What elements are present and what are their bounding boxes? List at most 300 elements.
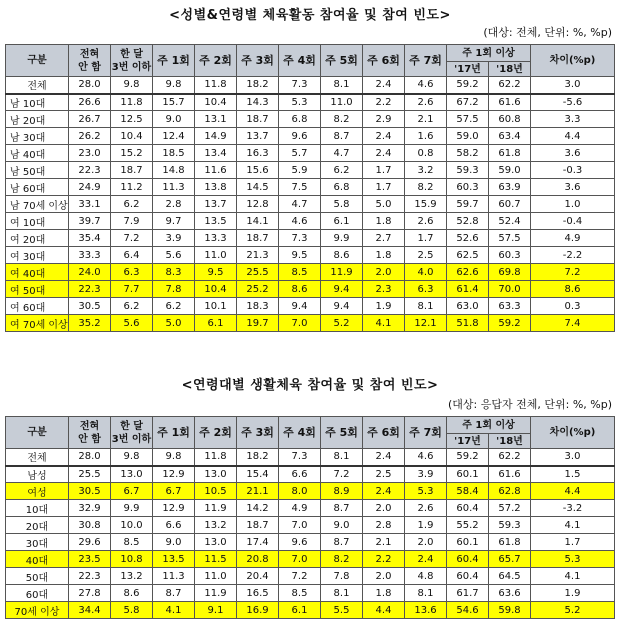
table-cell: 1.8 [363, 585, 405, 602]
table2-title: <연령대별 생활체육 참여율 및 참여 빈도> [181, 378, 439, 393]
table-cell: 11.8 [195, 77, 237, 94]
table-cell: 2.1 [405, 111, 447, 128]
header-weekly-plus: 주 1회 이상 [447, 45, 531, 62]
table-cell: 5.8 [111, 602, 153, 619]
table-cell: 8.0 [279, 483, 321, 500]
table-cell: 2.2 [363, 94, 405, 111]
table-cell: 13.3 [195, 230, 237, 247]
table-cell: 11.2 [111, 179, 153, 196]
header-week-5: 주 5회 [321, 45, 363, 77]
table-cell: 1.9 [363, 298, 405, 315]
table-cell: 9.5 [195, 264, 237, 281]
table-cell: 0.8 [405, 145, 447, 162]
row-label: 전체 [6, 449, 69, 466]
table-row [6, 298, 615, 315]
table-cell: 4.4 [531, 128, 615, 145]
table-cell: 14.9 [195, 128, 237, 145]
table-cell: 60.4 [447, 568, 489, 585]
table-row [6, 466, 615, 483]
header-group: 구분 [6, 417, 69, 449]
table-cell: 14.1 [237, 213, 279, 230]
table-cell: 4.8 [405, 568, 447, 585]
table-cell: -2.2 [531, 247, 615, 264]
table-cell: 4.0 [405, 264, 447, 281]
header-week-2: 주 2회 [195, 45, 237, 77]
table-cell: 10.5 [195, 483, 237, 500]
table-cell: 2.4 [363, 77, 405, 94]
table-cell: 9.0 [321, 517, 363, 534]
table-cell: 4.1 [153, 602, 195, 619]
table-row [6, 483, 615, 500]
table-cell: 12.1 [405, 315, 447, 332]
table-cell: 5.3 [279, 94, 321, 111]
table-cell: 60.1 [447, 466, 489, 483]
table-row [6, 247, 615, 264]
table-cell: 28.0 [69, 449, 111, 466]
table-cell: 11.9 [321, 264, 363, 281]
table-cell: 9.1 [195, 602, 237, 619]
table-cell: 30.8 [69, 517, 111, 534]
table-cell: 26.6 [69, 94, 111, 111]
table-cell: 8.6 [531, 281, 615, 298]
table-cell: 10.4 [111, 128, 153, 145]
table-cell: 6.8 [321, 179, 363, 196]
table-cell: 5.6 [111, 315, 153, 332]
table-cell: 4.1 [531, 568, 615, 585]
table-cell: 61.4 [447, 281, 489, 298]
table-cell: 8.1 [321, 77, 363, 94]
table-cell: 18.3 [237, 298, 279, 315]
header-year-18: '18년 [489, 62, 531, 77]
table-row [6, 111, 615, 128]
table-cell: 59.2 [447, 449, 489, 466]
table-cell: 7.0 [279, 517, 321, 534]
table-cell: 13.2 [195, 517, 237, 534]
table-cell: 10.4 [195, 94, 237, 111]
header-month-3: 한 달 3번 이하 [111, 45, 153, 77]
table-cell: 2.7 [363, 230, 405, 247]
table-cell: 6.7 [153, 483, 195, 500]
table-cell: 1.9 [405, 517, 447, 534]
table-cell: 8.1 [405, 585, 447, 602]
table-row [6, 77, 615, 94]
table-cell: 70.0 [489, 281, 531, 298]
table-cell: 2.5 [405, 247, 447, 264]
table-cell: 13.0 [111, 466, 153, 483]
table-cell: 13.5 [195, 213, 237, 230]
table-cell: 11.0 [321, 94, 363, 111]
table-cell: 10.1 [195, 298, 237, 315]
header-year-17: '17년 [447, 62, 489, 77]
table-cell: 8.7 [321, 128, 363, 145]
table-cell: 9.9 [111, 500, 153, 517]
row-label: 남 30대 [6, 128, 69, 145]
table-cell: 6.6 [153, 517, 195, 534]
table-cell: 5.9 [279, 162, 321, 179]
table-cell: 18.2 [237, 77, 279, 94]
table-cell: 22.3 [69, 162, 111, 179]
table-cell: 4.1 [363, 315, 405, 332]
table-cell: 59.3 [447, 162, 489, 179]
row-label: 여 10대 [6, 213, 69, 230]
table-cell: 20.8 [237, 551, 279, 568]
row-label: 여 40대 [6, 264, 69, 281]
table-cell: 61.6 [489, 466, 531, 483]
table-cell: 22.3 [69, 281, 111, 298]
header-diff: 차이(%p) [531, 417, 615, 449]
table-cell: 7.8 [321, 568, 363, 585]
table-cell: 8.1 [405, 298, 447, 315]
table-cell: 57.5 [489, 230, 531, 247]
table-row [6, 568, 615, 585]
table-cell: 4.4 [363, 602, 405, 619]
table-cell: 33.1 [69, 196, 111, 213]
table1-note: (대상: 전체, 단위: %, %p) [483, 26, 612, 39]
header-none: 전혀 안 함 [69, 45, 111, 77]
table-cell: 24.0 [69, 264, 111, 281]
table-cell: 15.7 [153, 94, 195, 111]
row-label: 10대 [6, 500, 69, 517]
table-cell: 62.5 [447, 247, 489, 264]
table-cell: 4.7 [279, 196, 321, 213]
table-cell: 62.6 [447, 264, 489, 281]
table-cell: 52.6 [447, 230, 489, 247]
table-cell: 13.5 [153, 551, 195, 568]
table-cell: 8.7 [321, 500, 363, 517]
table-cell: 65.7 [489, 551, 531, 568]
table-cell: 2.6 [405, 94, 447, 111]
header-week-6: 주 6회 [363, 417, 405, 449]
table-cell: 57.5 [447, 111, 489, 128]
table-cell: 8.7 [153, 585, 195, 602]
table-row [6, 213, 615, 230]
table-cell: 39.7 [69, 213, 111, 230]
header-diff: 차이(%p) [531, 45, 615, 77]
table-cell: 6.2 [153, 298, 195, 315]
table-cell: 2.0 [363, 500, 405, 517]
table-cell: 10.4 [195, 281, 237, 298]
table-cell: 21.1 [237, 483, 279, 500]
table-cell: 2.4 [363, 128, 405, 145]
header-weekly-plus: 주 1회 이상 [447, 417, 531, 434]
table-cell: 12.9 [153, 466, 195, 483]
row-label: 남 60대 [6, 179, 69, 196]
header-week-1: 주 1회 [153, 45, 195, 77]
table-cell: 18.7 [111, 162, 153, 179]
row-label: 여 70세 이상 [6, 315, 69, 332]
table-cell: 5.7 [279, 145, 321, 162]
table-cell: 60.3 [447, 179, 489, 196]
table-cell: 11.9 [195, 500, 237, 517]
table-row [6, 315, 615, 332]
header-week-5: 주 5회 [321, 417, 363, 449]
table-cell: 7.0 [279, 551, 321, 568]
table-cell: 3.2 [405, 162, 447, 179]
table-cell: 13.1 [195, 111, 237, 128]
table-cell: 13.8 [195, 179, 237, 196]
table-cell: 30.5 [69, 483, 111, 500]
table-cell: 18.5 [153, 145, 195, 162]
table-cell: 60.7 [489, 196, 531, 213]
row-label: 남 20대 [6, 111, 69, 128]
table-row [6, 145, 615, 162]
table-cell: 24.9 [69, 179, 111, 196]
table-cell: 63.3 [489, 298, 531, 315]
table-cell: 6.8 [279, 111, 321, 128]
header-week-4: 주 4회 [279, 45, 321, 77]
table-cell: 8.5 [279, 264, 321, 281]
header-group: 구분 [6, 45, 69, 77]
table-cell: 27.8 [69, 585, 111, 602]
table-cell: 58.2 [447, 145, 489, 162]
table-cell: 59.3 [489, 517, 531, 534]
header-year-17: '17년 [447, 434, 489, 449]
table-cell: 15.6 [237, 162, 279, 179]
table-cell: 13.7 [237, 128, 279, 145]
table-cell: 62.8 [489, 483, 531, 500]
table-cell: 52.4 [489, 213, 531, 230]
row-label: 남 40대 [6, 145, 69, 162]
row-label: 여 50대 [6, 281, 69, 298]
table-cell: 61.8 [489, 534, 531, 551]
table-cell: 9.8 [111, 449, 153, 466]
table-row [6, 602, 615, 619]
table-cell: 1.9 [531, 585, 615, 602]
table-cell: 26.7 [69, 111, 111, 128]
table-cell: 60.4 [447, 500, 489, 517]
table-cell: 7.2 [321, 466, 363, 483]
table-row [6, 500, 615, 517]
table-cell: 17.4 [237, 534, 279, 551]
table-cell: 2.4 [363, 483, 405, 500]
row-label: 남 70세 이상 [6, 196, 69, 213]
table-cell: 1.0 [531, 196, 615, 213]
table-cell: 7.3 [279, 230, 321, 247]
table-cell: 4.6 [405, 449, 447, 466]
table-cell: 59.2 [489, 315, 531, 332]
header-week-7: 주 7회 [405, 45, 447, 77]
table-cell: 8.2 [321, 551, 363, 568]
table-cell: 2.8 [153, 196, 195, 213]
table-cell: 62.2 [489, 77, 531, 94]
table-cell: 35.2 [69, 315, 111, 332]
table-cell: 61.7 [447, 585, 489, 602]
table-cell: 11.3 [153, 568, 195, 585]
table-cell: 9.0 [153, 111, 195, 128]
table-cell: 5.6 [153, 247, 195, 264]
table-cell: 6.3 [405, 281, 447, 298]
table-cell: 7.3 [279, 77, 321, 94]
table2-participation-by-age [5, 416, 615, 619]
table-row [6, 517, 615, 534]
row-label: 여 60대 [6, 298, 69, 315]
table-cell: 69.8 [489, 264, 531, 281]
table-cell: 13.6 [405, 602, 447, 619]
table-cell: 8.2 [321, 111, 363, 128]
table-cell: 8.7 [321, 534, 363, 551]
table-cell: 9.9 [321, 230, 363, 247]
table-cell: 11.5 [195, 551, 237, 568]
table-cell: 9.5 [279, 247, 321, 264]
row-label: 여성 [6, 483, 69, 500]
table-cell: 59.8 [489, 602, 531, 619]
table-cell: 9.4 [321, 281, 363, 298]
table-cell: 6.2 [111, 298, 153, 315]
table-cell: 15.2 [111, 145, 153, 162]
table-cell: 23.0 [69, 145, 111, 162]
table-cell: 8.9 [321, 483, 363, 500]
table-cell: 4.7 [321, 145, 363, 162]
table-cell: 2.6 [405, 213, 447, 230]
table-row [6, 534, 615, 551]
table-cell: 0.3 [531, 298, 615, 315]
table-cell: 16.9 [237, 602, 279, 619]
table-cell: 16.5 [237, 585, 279, 602]
header-week-6: 주 6회 [363, 45, 405, 77]
table-cell: 28.0 [69, 77, 111, 94]
table-cell: 8.5 [111, 534, 153, 551]
table-cell: 60.8 [489, 111, 531, 128]
table-cell: 4.4 [531, 483, 615, 500]
table-cell: 6.4 [111, 247, 153, 264]
table-cell: 6.3 [111, 264, 153, 281]
table-cell: 22.3 [69, 568, 111, 585]
table-cell: 25.5 [69, 466, 111, 483]
table-cell: 3.6 [531, 179, 615, 196]
table-cell: 2.0 [363, 568, 405, 585]
table-cell: 9.8 [153, 77, 195, 94]
table-cell: 33.3 [69, 247, 111, 264]
table-cell: 55.2 [447, 517, 489, 534]
table-cell: 11.3 [153, 179, 195, 196]
table-row [6, 449, 615, 466]
header-week-3: 주 3회 [237, 417, 279, 449]
table-cell: 4.6 [279, 213, 321, 230]
table-cell: 20.4 [237, 568, 279, 585]
table-cell: 8.1 [321, 585, 363, 602]
table-cell: 6.1 [279, 602, 321, 619]
table-cell: 13.7 [195, 196, 237, 213]
table-cell: 19.7 [237, 315, 279, 332]
table-cell: 4.1 [531, 517, 615, 534]
table-cell: 2.0 [363, 264, 405, 281]
table-cell: 7.3 [279, 449, 321, 466]
table-row [6, 196, 615, 213]
table-cell: 7.9 [111, 213, 153, 230]
table-cell: 1.7 [363, 162, 405, 179]
table-cell: 5.0 [363, 196, 405, 213]
table2-note: (대상: 응답자 전체, 단위: %, %p) [448, 398, 612, 411]
table-cell: 6.2 [111, 196, 153, 213]
header-none: 전혀 안 함 [69, 417, 111, 449]
table-cell: 2.3 [363, 281, 405, 298]
table-cell: 29.6 [69, 534, 111, 551]
table-cell: 13.0 [195, 466, 237, 483]
table-cell: 9.4 [321, 298, 363, 315]
table-cell: 7.2 [531, 264, 615, 281]
table-cell: 14.8 [153, 162, 195, 179]
table-cell: 8.2 [405, 179, 447, 196]
table-cell: 5.2 [321, 315, 363, 332]
table-cell: 10.8 [111, 551, 153, 568]
table-cell: 14.5 [237, 179, 279, 196]
table-cell: 5.5 [321, 602, 363, 619]
row-label: 70세 이상 [6, 602, 69, 619]
table-cell: 7.8 [153, 281, 195, 298]
row-label: 남 50대 [6, 162, 69, 179]
header-week-7: 주 7회 [405, 417, 447, 449]
table-cell: 6.2 [321, 162, 363, 179]
table-cell: 59.0 [447, 128, 489, 145]
table-cell: 13.0 [195, 534, 237, 551]
table-cell: 1.7 [363, 179, 405, 196]
table-cell: 12.4 [153, 128, 195, 145]
table-cell: 3.9 [405, 466, 447, 483]
table-cell: 30.5 [69, 298, 111, 315]
table-cell: 64.5 [489, 568, 531, 585]
table-cell: 63.4 [489, 128, 531, 145]
table-cell: 7.0 [279, 315, 321, 332]
table-cell: 15.9 [405, 196, 447, 213]
table-cell: 63.0 [447, 298, 489, 315]
table-cell: 67.2 [447, 94, 489, 111]
row-label: 전체 [6, 77, 69, 94]
table-row [6, 179, 615, 196]
table-cell: 25.5 [237, 264, 279, 281]
table-cell: 2.2 [363, 551, 405, 568]
table-cell: 13.4 [195, 145, 237, 162]
row-label: 20대 [6, 517, 69, 534]
table-cell: 57.2 [489, 500, 531, 517]
table-cell: 9.7 [153, 213, 195, 230]
table-cell: 51.8 [447, 315, 489, 332]
table-cell: 14.3 [237, 94, 279, 111]
table-cell: 6.1 [195, 315, 237, 332]
table1-participation-by-gender-age [5, 44, 615, 332]
table-cell: 16.3 [237, 145, 279, 162]
table-cell: 8.1 [321, 449, 363, 466]
table-cell: 1.5 [531, 466, 615, 483]
table-cell: 7.4 [531, 315, 615, 332]
table-cell: 9.0 [153, 534, 195, 551]
table-cell: 2.4 [363, 145, 405, 162]
table-cell: 9.6 [279, 128, 321, 145]
table-cell: 52.8 [447, 213, 489, 230]
table-cell: 32.9 [69, 500, 111, 517]
table-cell: 18.7 [237, 230, 279, 247]
row-label: 여 30대 [6, 247, 69, 264]
table-cell: 5.8 [321, 196, 363, 213]
table-cell: 7.7 [111, 281, 153, 298]
table-cell: 5.0 [153, 315, 195, 332]
table-cell: 2.9 [363, 111, 405, 128]
table-cell: 59.2 [447, 77, 489, 94]
table-cell: 2.4 [405, 551, 447, 568]
table-cell: 1.8 [363, 247, 405, 264]
table-cell: 9.8 [111, 77, 153, 94]
table-cell: 13.2 [111, 568, 153, 585]
row-label: 30대 [6, 534, 69, 551]
table-cell: 1.7 [531, 534, 615, 551]
table-cell: 26.2 [69, 128, 111, 145]
table-cell: 3.6 [531, 145, 615, 162]
table-cell: 2.8 [363, 517, 405, 534]
row-label: 여 20대 [6, 230, 69, 247]
table-row [6, 162, 615, 179]
table-cell: 60.4 [447, 551, 489, 568]
table-cell: 9.8 [153, 449, 195, 466]
table-cell: 7.2 [279, 568, 321, 585]
